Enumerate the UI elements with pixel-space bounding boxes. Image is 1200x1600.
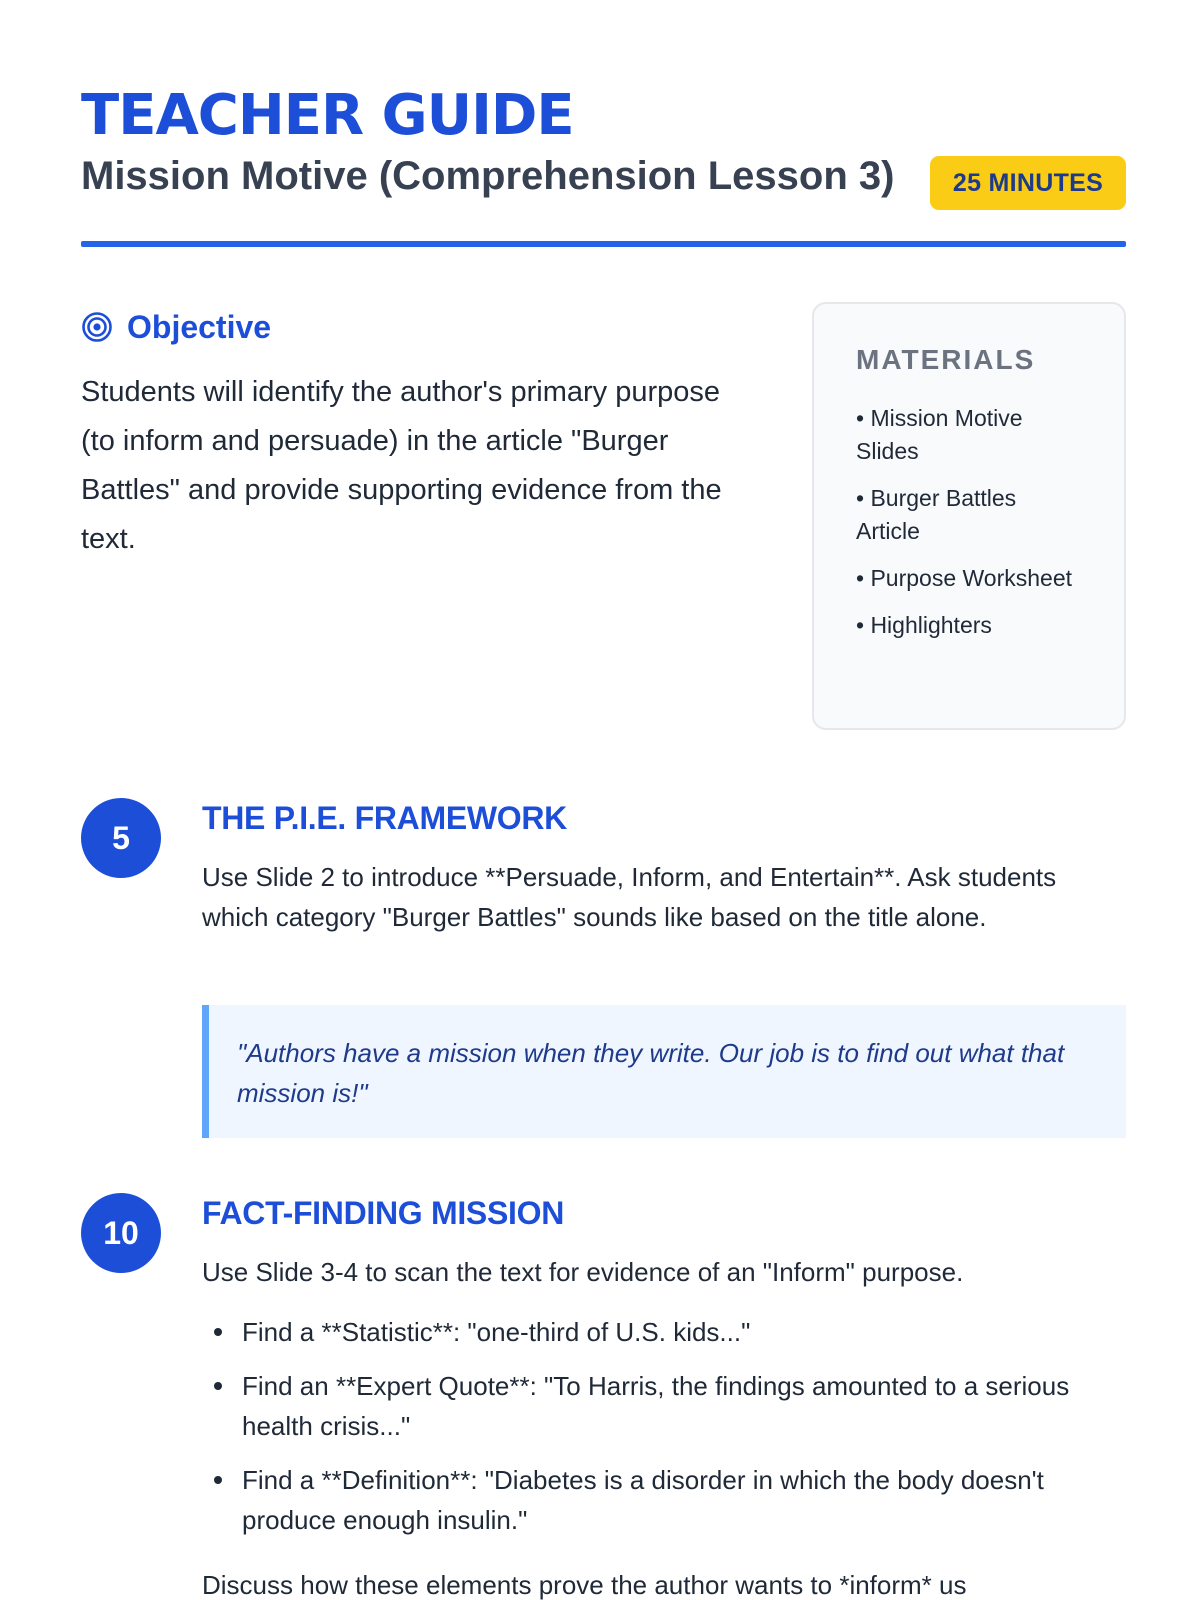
- duration-badge: 25 MINUTES: [930, 156, 1126, 210]
- step-number-badge: 10: [81, 1193, 161, 1273]
- list-item: Find a **Definition**: "Diabetes is a disorder in which the body doesn't produce enough insulin.": [202, 1460, 1126, 1540]
- list-item: Find a **Statistic**: "one-third of U.S. kids...": [202, 1312, 1126, 1352]
- header-divider: [81, 241, 1126, 247]
- materials-card: [812, 302, 1126, 730]
- quote-text: "Authors have a mission when they write. Our job is to find out what that mission is!": [237, 1038, 1065, 1108]
- target-icon: [81, 311, 113, 343]
- step-title: FACT-FINDING MISSION: [202, 1195, 565, 1231]
- step-title: THE P.I.E. FRAMEWORK: [202, 800, 567, 836]
- materials-item: • Purpose Worksheet: [856, 565, 1073, 591]
- objective-text: Students will identify the author's primary purpose (to inform and persuade) in the article "Burger Battles" and provide supporting evidence from the text.: [81, 376, 722, 555]
- materials-item: • Highlighters: [856, 612, 992, 638]
- objective-heading: [81, 307, 271, 347]
- evidence-list: [202, 1312, 1126, 1554]
- step-closing-text: Discuss how these elements prove the author wants to *inform* us: [202, 1570, 967, 1600]
- materials-item: • Mission Motive Slides: [856, 405, 1023, 464]
- page-title: TEACHER GUIDE: [81, 83, 574, 148]
- step-number-badge: 5: [81, 798, 161, 878]
- teacher-quote-callout: [202, 1005, 1126, 1138]
- subtitle-row: [81, 152, 1126, 212]
- objective-label: Objective: [127, 308, 272, 345]
- list-item: Find an **Expert Quote**: "To Harris, the findings amounted to a serious health crisis...": [202, 1366, 1126, 1446]
- materials-title: MATERIALS: [856, 344, 1036, 375]
- step-body: Use Slide 3-4 to scan the text for evidence of an "Inform" purpose.: [202, 1257, 964, 1287]
- materials-item: • Burger Battles Article: [856, 485, 1017, 544]
- lesson-subtitle: Mission Motive (Comprehension Lesson 3): [81, 154, 895, 198]
- step-body: Use Slide 2 to introduce **Persuade, Inform, and Entertain**. Ask students which category "Burger Battles" sounds like based on the title alone.: [202, 862, 1057, 932]
